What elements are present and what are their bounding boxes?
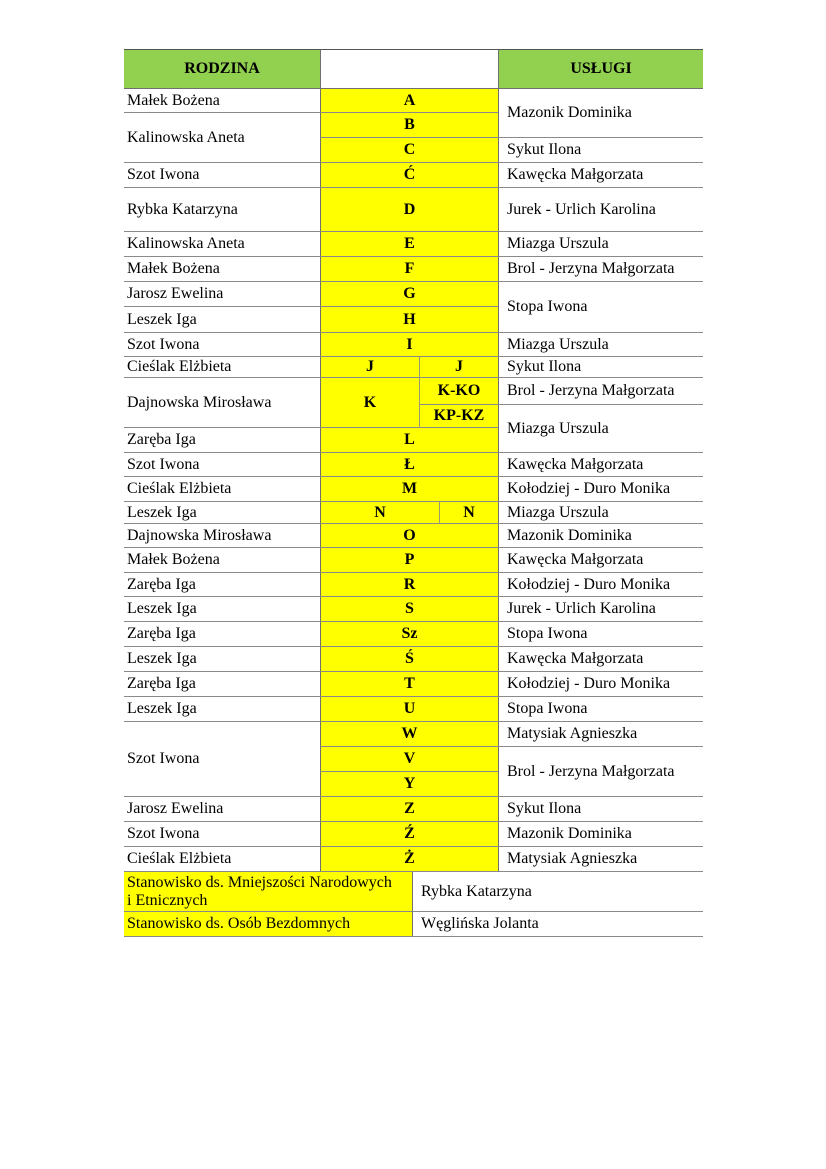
rodzina-cell: Kalinowska Aneta <box>124 113 320 163</box>
uslugi-cell: Kołodziej - Duro Monika <box>498 672 703 697</box>
uslugi-cell: Matysiak Agnieszka <box>498 847 703 872</box>
position-person: Węglińska Jolanta <box>413 912 703 937</box>
letter-cell: B <box>320 113 498 138</box>
rodzina-cell: Jarosz Ewelina <box>124 797 320 822</box>
rodzina-cell: Zaręba Iga <box>124 573 320 597</box>
uslugi-cell: Sykut Ilona <box>498 357 703 378</box>
header-letters <box>320 49 498 89</box>
uslugi-cell: Kawęcka Małgorzata <box>498 453 703 477</box>
uslugi-cell: Sykut Ilona <box>498 797 703 822</box>
uslugi-cell: Stopa Iwona <box>498 282 703 333</box>
letter-cell: H <box>320 307 498 333</box>
uslugi-cell: Kołodziej - Duro Monika <box>498 573 703 597</box>
letter-cell: O <box>320 524 498 548</box>
rodzina-cell: Leszek Iga <box>124 307 320 333</box>
rodzina-cell: Szot Iwona <box>124 453 320 477</box>
letter-cell: F <box>320 257 498 282</box>
rodzina-cell: Zaręba Iga <box>124 672 320 697</box>
letter-subcell: N <box>439 502 498 524</box>
uslugi-cell: Mazonik Dominika <box>498 89 703 138</box>
uslugi-cell: Brol - Jerzyna Małgorzata <box>498 378 703 405</box>
letter-cell: D <box>320 188 498 232</box>
letter-cell: S <box>320 597 498 622</box>
header-uslugi: USŁUGI <box>498 49 703 89</box>
position-label: Stanowisko ds. Osób Bezdomnych <box>124 912 413 937</box>
rodzina-cell: Jarosz Ewelina <box>124 282 320 307</box>
rodzina-cell: Rybka Katarzyna <box>124 188 320 232</box>
letter-cell: Ć <box>320 163 498 188</box>
letter-cell: Ż <box>320 847 498 872</box>
uslugi-cell: Brol - Jerzyna Małgorzata <box>498 747 703 797</box>
rodzina-cell: Leszek Iga <box>124 502 320 524</box>
letter-cell: Y <box>320 772 498 797</box>
letter-cell: Ś <box>320 647 498 672</box>
letter-subcell: K-KO <box>419 378 498 405</box>
rodzina-cell: Cieślak Elżbieta <box>124 847 320 872</box>
uslugi-cell: Jurek - Urlich Karolina <box>498 188 703 232</box>
rodzina-cell: Dajnowska Mirosława <box>124 524 320 548</box>
letter-cell: U <box>320 697 498 722</box>
rodzina-cell: Cieślak Elżbieta <box>124 477 320 502</box>
rodzina-cell: Leszek Iga <box>124 697 320 722</box>
uslugi-cell: Mazonik Dominika <box>498 524 703 548</box>
rodzina-cell: Szot Iwona <box>124 333 320 357</box>
rodzina-cell: Szot Iwona <box>124 822 320 847</box>
uslugi-cell: Stopa Iwona <box>498 697 703 722</box>
uslugi-cell: Mazonik Dominika <box>498 822 703 847</box>
rodzina-cell: Szot Iwona <box>124 163 320 188</box>
uslugi-cell: Jurek - Urlich Karolina <box>498 597 703 622</box>
letter-cell: N <box>320 502 439 524</box>
header-rodzina: RODZINA <box>124 49 320 89</box>
rodzina-cell: Leszek Iga <box>124 597 320 622</box>
letter-cell: T <box>320 672 498 697</box>
letter-cell: C <box>320 138 498 163</box>
letter-cell: Ź <box>320 822 498 847</box>
rodzina-cell: Leszek Iga <box>124 647 320 672</box>
letter-cell: V <box>320 747 498 772</box>
uslugi-cell: Sykut Ilona <box>498 138 703 163</box>
letter-subcell: KP-KZ <box>419 405 498 428</box>
uslugi-cell: Kawęcka Małgorzata <box>498 548 703 573</box>
letter-cell: W <box>320 722 498 747</box>
uslugi-cell: Miazga Urszula <box>498 232 703 257</box>
letter-cell: M <box>320 477 498 502</box>
uslugi-cell: Brol - Jerzyna Małgorzata <box>498 257 703 282</box>
rodzina-cell: Szot Iwona <box>124 722 320 797</box>
rodzina-cell: Cieślak Elżbieta <box>124 357 320 378</box>
rodzina-cell: Małek Bożena <box>124 548 320 573</box>
letter-cell: Z <box>320 797 498 822</box>
uslugi-cell: Miazga Urszula <box>498 405 703 453</box>
letter-cell: K <box>320 378 419 428</box>
uslugi-cell: Kawęcka Małgorzata <box>498 647 703 672</box>
letter-cell: I <box>320 333 498 357</box>
uslugi-cell: Kołodziej - Duro Monika <box>498 477 703 502</box>
uslugi-cell: Matysiak Agnieszka <box>498 722 703 747</box>
letter-cell: E <box>320 232 498 257</box>
letter-cell: Ł <box>320 453 498 477</box>
position-person: Rybka Katarzyna <box>413 872 703 912</box>
rodzina-cell: Zaręba Iga <box>124 428 320 453</box>
letter-cell: P <box>320 548 498 573</box>
letter-subcell: J <box>419 357 498 378</box>
letter-cell: L <box>320 428 498 453</box>
rodzina-cell: Dajnowska Mirosława <box>124 378 320 428</box>
rodzina-cell: Zaręba Iga <box>124 622 320 647</box>
uslugi-cell: Kawęcka Małgorzata <box>498 163 703 188</box>
letter-cell: A <box>320 89 498 113</box>
rodzina-cell: Małek Bożena <box>124 89 320 113</box>
uslugi-cell: Miazga Urszula <box>498 333 703 357</box>
letter-cell: Sz <box>320 622 498 647</box>
letter-cell: J <box>320 357 419 378</box>
letter-cell: R <box>320 573 498 597</box>
rodzina-cell: Kalinowska Aneta <box>124 232 320 257</box>
uslugi-cell: Stopa Iwona <box>498 622 703 647</box>
position-label: Stanowisko ds. Mniejszości Narodowych i Etnicznych <box>124 872 413 912</box>
uslugi-cell: Miazga Urszula <box>498 502 703 524</box>
letter-cell: G <box>320 282 498 307</box>
rodzina-cell: Małek Bożena <box>124 257 320 282</box>
